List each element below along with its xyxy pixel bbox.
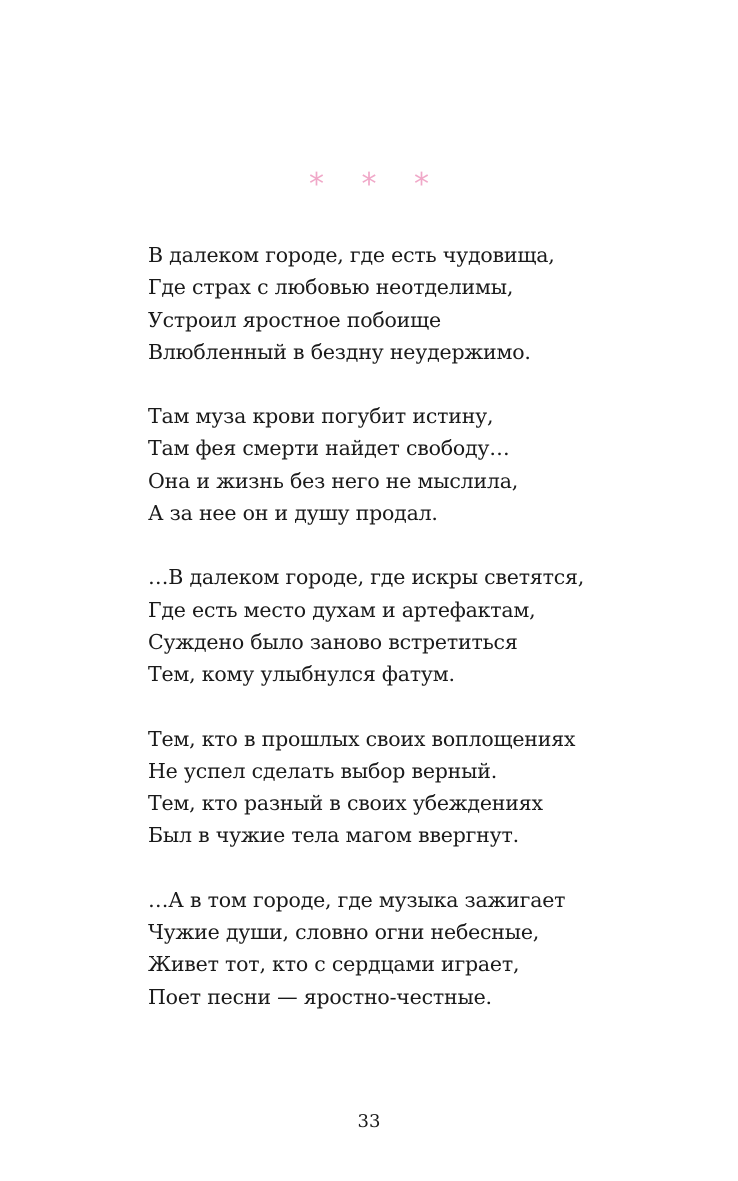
- stanza-2: [148, 400, 708, 529]
- poem-line: Тем, кто разный в своих убеждениях: [148, 791, 543, 816]
- poem-line: В далеком городе, где есть чудовища,: [148, 243, 555, 267]
- poem-line: Не успел сделать выбор верный.: [148, 758, 498, 783]
- poem: [148, 239, 708, 1045]
- poem-line: Живет тот, кто с сердцами играет,: [148, 952, 520, 977]
- poem-line: Суждено было заново встретиться: [148, 629, 518, 654]
- poem-line: Устроил яростное побоище: [148, 307, 441, 332]
- poem-line: А за нее он и душу продал.: [148, 501, 438, 526]
- stanza-3: [148, 561, 708, 690]
- poem-line: Влюбленный в бездну неудержимо.: [148, 339, 531, 364]
- poem-line: Там муза крови погубит истину,: [148, 404, 494, 429]
- poem-line: Поет песни — яростно-честные.: [148, 984, 492, 1009]
- poem-line: Чужие души, словно огни небесные,: [148, 920, 540, 945]
- poem-line: …А в том городе, где музыка зажигает: [148, 887, 566, 912]
- section-break-ornament: [0, 168, 738, 202]
- poem-line: Где страх с любовью неотделимы,: [148, 275, 514, 300]
- poem-line: Где есть место духам и артефактам,: [148, 597, 536, 622]
- page-number: 33: [357, 1111, 381, 1132]
- poem-line: Тем, кому улыбнулся фатум.: [148, 662, 455, 687]
- ornament-asterisks: * * *: [308, 167, 444, 202]
- stanza-4: [148, 723, 708, 852]
- stanza-1: [148, 239, 708, 368]
- poem-line: …В далеком городе, где искры светятся,: [148, 565, 585, 590]
- stanza-5: [148, 884, 708, 1013]
- poem-line: Тем, кто в прошлых своих воплощениях: [148, 726, 576, 751]
- poem-line: Там фея смерти найдет свободу…: [148, 436, 510, 461]
- poem-line: Она и жизнь без него не мыслила,: [148, 468, 519, 493]
- poem-line: Был в чужие тела магом ввергнут.: [148, 823, 519, 848]
